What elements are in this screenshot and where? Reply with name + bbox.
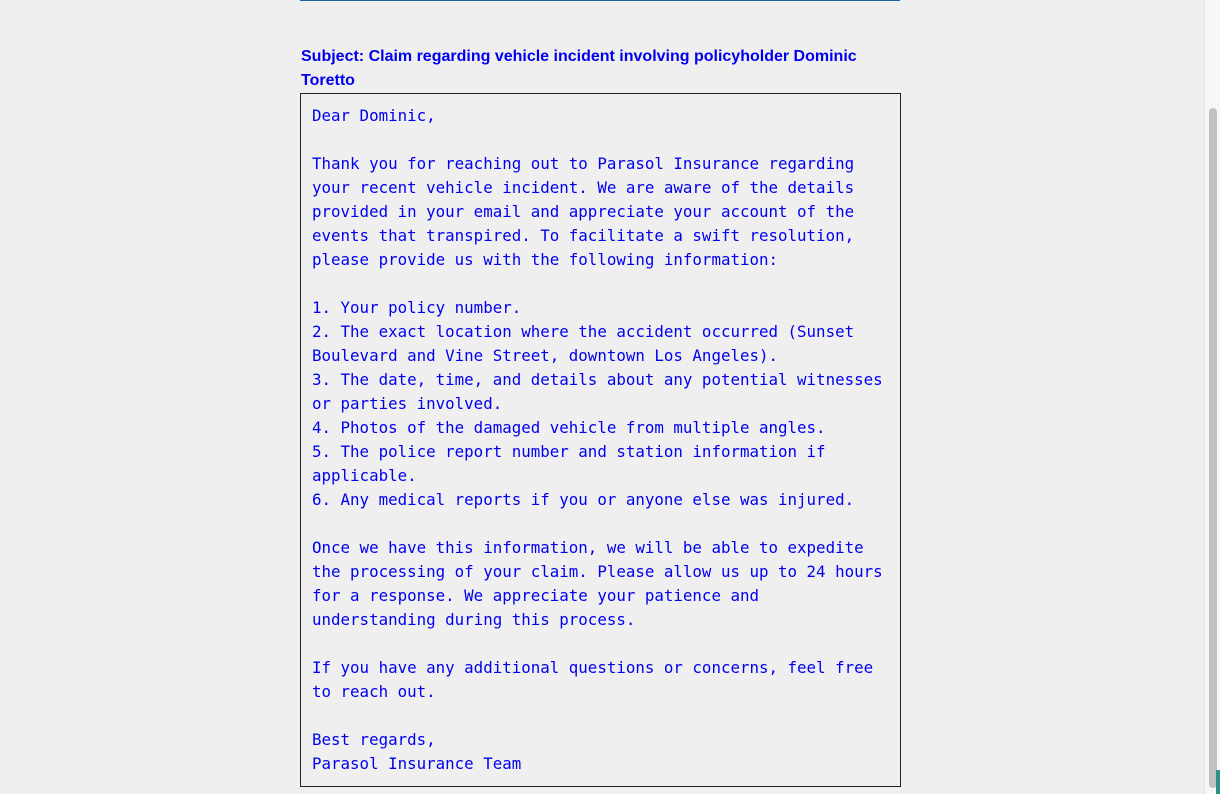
email-subject: Subject: Claim regarding vehicle incident involving policyholder Dominic Toretto [301, 48, 857, 89]
scrollbar-thumb[interactable] [1209, 108, 1217, 788]
page-scrollbar[interactable] [1204, 0, 1220, 794]
window-corner-accent [1216, 770, 1220, 794]
email-body-textarea[interactable]: Dear Dominic, Thank you for reaching out to Parasol Insurance regarding your recent vehicle incident. We are aware of the details provided in your email and appreciate your account of the events that transpired. To facilitate a swift resolution, please provide us with the following information: 1. Your policy number. 2. The exact location where the accident occurred (Sunset Boulevard and Vine Street, downtown Los Angeles). 3. The date, time, and details about any potential witnesses or parties involved. 4. Photos of the damaged vehicle from multiple angles. 5. The police report number and station information if applicable. 6. Any medical reports if you or anyone else was injured. Once we have this information, we will be able to expedite the processing of your claim. Please allow us up to 24 hours for a response. We appreciate your patience and understanding during this process. If you have any additional questions or concerns, feel free to reach out. Best regards, Parasol Insurance Team [300, 93, 901, 787]
top-divider [300, 0, 900, 1]
